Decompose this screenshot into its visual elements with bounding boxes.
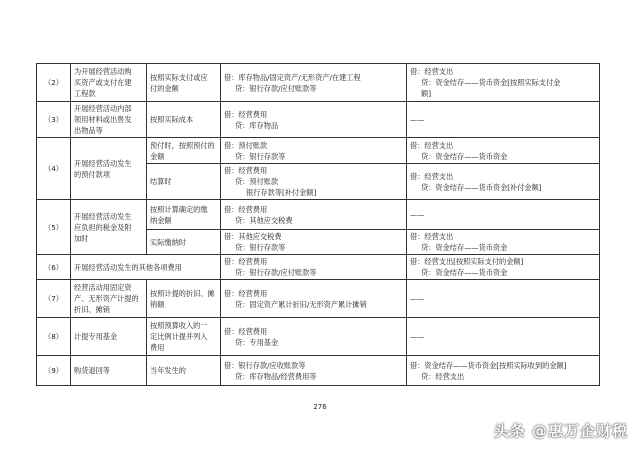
financial-entry: 借：经营费用 贷：固定资产累计折旧/无形资产累计摊销 — [221, 280, 407, 318]
condition-cell: 按照实际支付或应 付的金额 — [147, 64, 221, 102]
row-number: （9） — [37, 356, 71, 386]
budget-entry: 借：经营支出 贷：资金结存——货币资金[补付金额] — [407, 164, 600, 200]
business-item: 开展经营活动内部 领用材料或出售发 出物品等 — [71, 102, 147, 138]
row-number: （2） — [37, 64, 71, 102]
budget-entry: 借：资金结存——货币资金[按照实际收到的金额] 贷：经营支出 — [407, 356, 600, 386]
financial-entry: 借：库存物品/固定资产/无形资产/在建工程 贷：银行存款/应付账款等 — [221, 64, 407, 102]
condition-cell: 按照计提的折旧、摊 销额 — [147, 280, 221, 318]
condition-cell: 按照预算收入的一 定比例计提并列入 费用 — [147, 318, 221, 356]
budget-entry: —— — [407, 280, 600, 318]
page-number: 276 — [313, 403, 327, 411]
table-row — [37, 318, 600, 356]
business-item: 开展经营活动发生 的预付款项 — [71, 138, 147, 200]
table-row — [37, 102, 600, 138]
table-row — [37, 64, 600, 102]
condition-cell: 实际缴纳时 — [147, 230, 221, 255]
condition-cell: 按照计算确定的缴 纳金额 — [147, 200, 221, 230]
business-item: 开展经营活动发生 应负担的税金及附 加时 — [71, 200, 147, 255]
table-row — [37, 356, 600, 386]
condition-cell: 按照实际成本 — [147, 102, 221, 138]
financial-entry: 借：经营费用 贷：专用基金 — [221, 318, 407, 356]
business-item: 经营活动用固定资 产、无形资产计提的 折旧、摊销 — [71, 280, 147, 318]
business-item: 为开展经营活动购 买资产或支付在建 工程款 — [71, 64, 147, 102]
table-row — [37, 280, 600, 318]
condition-cell: 预付时，按照预付的 金额 — [147, 138, 221, 164]
budget-entry: 借：经营支出[按照实际支付的金额] 贷：资金结存——货币资金 — [407, 255, 600, 280]
business-item: 开展经营活动发生的其他各项费用 — [71, 255, 221, 280]
condition-cell: 当年发生的 — [147, 356, 221, 386]
condition-cell: 结算时 — [147, 164, 221, 200]
financial-entry: 借：银行存款/应收账款等 贷：库存物品/经营费用等 — [221, 356, 407, 386]
financial-entry: 借：经营费用 贷：预付账款 银行存款等[补付金额] — [221, 164, 407, 200]
financial-entry: 借：预付账款 贷：银行存款等 — [221, 138, 407, 164]
business-item: 计提专用基金 — [71, 318, 147, 356]
budget-entry: 借：经营支出 贷：资金结存——货币资金 — [407, 138, 600, 164]
row-number: （8） — [37, 318, 71, 356]
table-row — [37, 200, 600, 230]
table-row — [37, 255, 600, 280]
row-number: （7） — [37, 280, 71, 318]
table-row — [37, 138, 600, 164]
row-number: （4） — [37, 138, 71, 200]
financial-entry: 借：其他应交税费 贷：银行存款等 — [221, 230, 407, 255]
budget-entry: 借：经营支出 贷：资金结存——货币资金 — [407, 230, 600, 255]
row-number: （5） — [37, 200, 71, 255]
financial-entry: 借：经营费用 贷：其他应交税费 — [221, 200, 407, 230]
budget-entry: 借：经营支出 贷：资金结存——货币资金[按照实际支付金 额] — [407, 64, 600, 102]
financial-entry: 借：经营费用 贷：银行存款/应付账款等 — [221, 255, 407, 280]
row-number: （6） — [37, 255, 71, 280]
business-item: 购货退回等 — [71, 356, 147, 386]
financial-entry: 借：经营费用 贷：库存物品 — [221, 102, 407, 138]
budget-entry: —— — [407, 200, 600, 230]
budget-entry: —— — [407, 318, 600, 356]
watermark: 头条 @惠万企财税 — [493, 422, 628, 440]
budget-entry: —— — [407, 102, 600, 138]
accounting-entries-table — [36, 63, 600, 386]
row-number: （3） — [37, 102, 71, 138]
